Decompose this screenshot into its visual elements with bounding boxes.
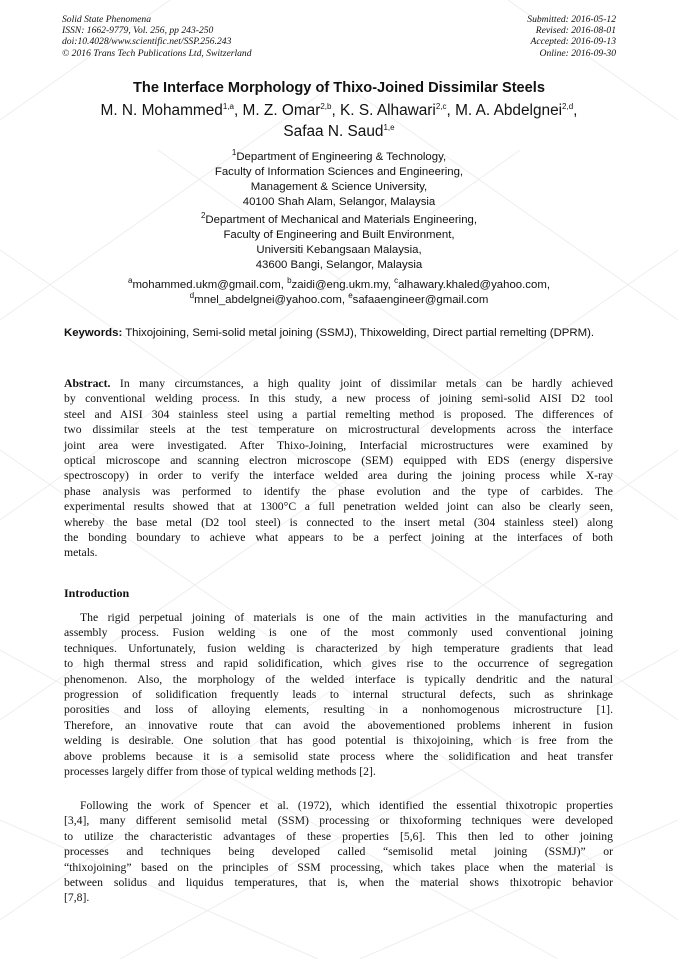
author-name: K. S. Alhawari <box>340 102 436 119</box>
keywords-text: Thixojoining, Semi-solid metal joining (SSMJ), Thixowelding, Direct partial remelting (DPRM). <box>125 327 595 339</box>
introduction-paragraph-1: The rigid perpetual joining of materials is one of the main activities in the manufacturing and assembly process. Fusion welding is one of the most commonly used conventional joining techniques. Unfortunately, fusion welding is characterized by high temperature gradients that lead to high thermal stress and rapid solidification, which gives rise to the occurrence of segregation phenomenon. Also, the morphology of the welded interface is typically dendritic and the natural progression of solidification frequently leads to internal structural defects, such as shrinkage porosities and loss of alloying elements, resulting in a nonhomogenous microstructure [1]. Therefore, an innovative route that can avoid the abovementioned problems inherent in fusion welding is desirable. One solution that has good potential is thixojoining, which is free from the above problems because it is a semisolid state process where the solidification and heat transfer processes largely differ from those of typical welding methods [2]. <box>64 611 613 779</box>
affiliation-mark: 1 <box>231 148 237 158</box>
author-name: M. N. Mohammed <box>100 102 223 119</box>
email-link[interactable]: alhawary.khaled@yahoo.com <box>398 279 547 291</box>
date-accepted: Accepted: 2016-09-13 <box>530 36 616 48</box>
author-affiliation-mark: 1,a <box>222 101 234 111</box>
email-link[interactable]: mnel_abdelgnei@yahoo.com <box>194 294 342 306</box>
author-emails: $^a$mohammed.ukm@gmail.com, $^b$zaidi@eng.ukm.my, $^c$alhawary.khaled@yahoo.com, $^d$mnel_abdelgnei@yahoo.com, $^e$safaaengineer@gmail.com <box>127 276 550 306</box>
abstract-label: Abstract. <box>64 377 111 390</box>
author-affiliation-mark: 2,b <box>320 101 332 111</box>
abstract: Abstract. In many circumstances, a high quality joint of dissimilar metals can be hardly achieved by conventional welding process. In this study, a new process of joining semi-solid AISI D2 tool steel and AISI 304 stainless steel using a partial remelting method is proposed. The differences of two dissimilar steels at the test temperature on microstructural developments across the interface joint area were investigated. After Thixo-Joining, Interfacial microstructures were examined by optical microscope and scanning electron microscope (SEM) equipped with EDS (energy dispersive spectroscopy) in order to verify the interface welded area during the joining process while X-ray phase analysis was performed to identify the phase evolution and the type of carbides. The experimental results showed that at 1300°C a full penetration welded joint can also be clearly seen, whereby the base metal (D2 tool steel) is connected to the insert metal (304 stainless steel) along the bonding boundary to achieve what appears to be a perfect joining at the interfaces of both metals. <box>64 377 613 560</box>
author-affiliation-mark: 2,d <box>562 101 574 111</box>
journal-copyright: © 2016 Trans Tech Publications Ltd, Switzerland <box>62 47 252 59</box>
affiliation-2: $^2$Department of Mechanical and Materials Engineering, Faculty of Engineering and Built Environment, Universiti Kebangsaan Malaysia, 43600 Bangi, Selangor, Malaysia <box>200 211 478 271</box>
email-link[interactable]: mohammed.ukm@gmail.com <box>132 279 281 291</box>
keywords <box>64 326 613 342</box>
date-submitted: Submitted: 2016-05-12 <box>527 14 616 25</box>
email-link[interactable]: zaidi@eng.ukm.my <box>291 279 388 291</box>
author-list: M. N. Mohammed$^{1,a}$, M. Z. Omar$^{2,b}$, K. S. Alhawari$^{2,c}$, M. A. Abdelgnei$^{2,d}$, Safaa N. Saud$^{1,e}$ <box>100 101 578 140</box>
paper-title: The Interface Morphology of Thixo-Joined Dissimilar Steels <box>133 80 545 96</box>
affiliation-1: $^1$Department of Engineering & Technology, Faculty of Information Sciences and Engineering, Management & Science University, 40100 Shah Alam, Selangor, Malaysia <box>214 148 464 208</box>
section-heading-introduction: Introduction <box>64 586 130 600</box>
journal-info <box>62 14 252 59</box>
date-revised: Revised: 2016-08-01 <box>535 25 616 37</box>
date-online: Online: 2016-09-30 <box>539 47 616 59</box>
author-affiliation-mark: 2,c <box>435 101 447 111</box>
introduction-paragraph-2: Following the work of Spencer et al. (1972), which identified the essential thixotropic properties [3,4], many different semisolid metal (SSM) processing or thixoforming techniques were developed to utilize the characteristic advantages of these properties [5,6]. This then led to other joining processes and techniques being developed called “semisolid metal joining (SSMJ)” or “thixojoining” based on the principles of SSM processing, which takes place when the material is between solidus and liquidus temperatures, that is, when the material shows thixotropic behavior [7,8]. <box>64 799 613 905</box>
author-name: M. A. Abdelgnei <box>455 102 563 119</box>
affiliation-mark: 2 <box>200 211 206 221</box>
email-link[interactable]: safaaengineer@gmail.com <box>352 294 489 306</box>
author-name: Safaa N. Saud <box>283 123 384 140</box>
author-name: M. Z. Omar <box>242 102 321 119</box>
author-affiliation-mark: 1,e <box>383 122 395 132</box>
journal-name: Solid State Phenomena <box>62 14 151 25</box>
keywords-label: Keywords: <box>64 327 123 339</box>
publication-dates <box>527 14 616 59</box>
journal-doi: doi:10.4028/www.scientific.net/SSP.256.243 <box>62 36 232 48</box>
journal-issn: ISSN: 1662-9779, Vol. 256, pp 243-250 <box>62 25 214 37</box>
